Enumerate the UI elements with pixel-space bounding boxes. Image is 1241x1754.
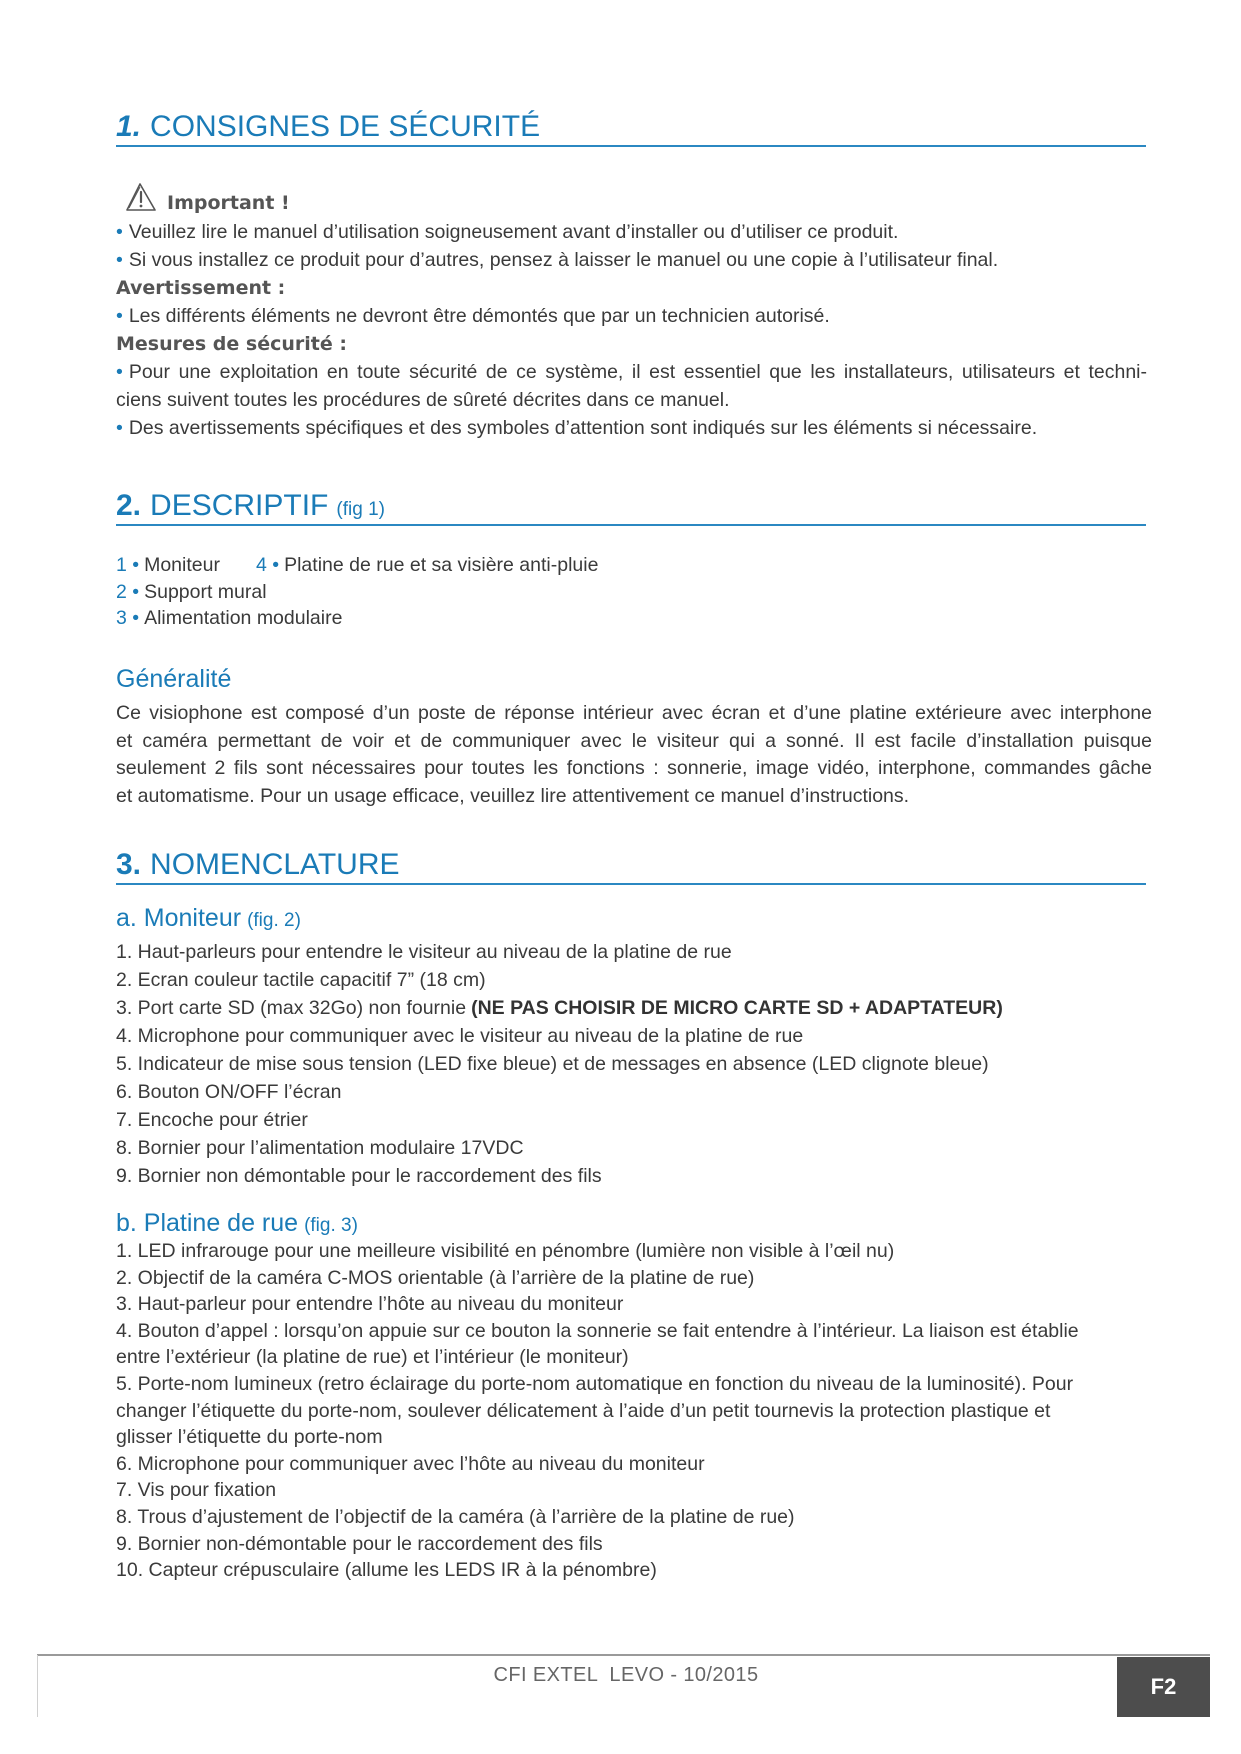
list-item: 6. Bouton ON/OFF l’écran bbox=[116, 1081, 342, 1103]
list-item bbox=[116, 218, 1147, 246]
paragraph-line: Ce visiophone est composé d’un poste de réponse intérieur avec écran et d’une platine extérieure avec interphone bbox=[116, 702, 1152, 724]
subsection-title: b. Platine de rue bbox=[116, 1209, 299, 1237]
section-title: DESCRIPTIF bbox=[150, 489, 329, 522]
item-number: 4 • bbox=[256, 554, 280, 576]
list-item bbox=[116, 246, 1147, 274]
important-label: Important ! bbox=[167, 192, 290, 214]
description-list bbox=[116, 552, 1147, 632]
list-item: 7. Encoche pour étrier bbox=[116, 1109, 308, 1131]
paragraph-line: et caméra permettant de voir et de communiquer avec le visiteur qui a sonné. Il est facile d’installation puisque bbox=[116, 729, 1152, 752]
section-number: 1. bbox=[116, 110, 142, 143]
page-number-badge bbox=[1117, 1657, 1210, 1717]
list-item-text: 3. Port carte SD (max 32Go) non fournie bbox=[116, 997, 467, 1019]
list-item bbox=[116, 414, 1147, 442]
list-row bbox=[116, 552, 1147, 579]
list-item-continuation bbox=[116, 386, 1147, 414]
item-label: Alimentation modulaire bbox=[144, 607, 343, 629]
figure-reference: (fig. 2) bbox=[247, 910, 301, 931]
list-row bbox=[116, 579, 1147, 606]
list-item: 6. Microphone pour communiquer avec l’hôte au niveau du moniteur bbox=[116, 1452, 705, 1475]
footer-divider bbox=[37, 1654, 1210, 1656]
list-item: 5. Porte-nom lumineux (retro éclairage du porte-nom automatique en fonction du niveau de la luminosité). Pour bbox=[116, 1372, 1074, 1395]
section-3-heading bbox=[116, 847, 1146, 885]
section-1-heading bbox=[116, 109, 1146, 147]
list-item: 9. Bornier non démontable pour le raccordement des fils bbox=[116, 1165, 602, 1187]
list-item-text: Les différents éléments ne devront être démontés que par un technicien autorisé. bbox=[128, 305, 830, 327]
list-item: 1. Haut-parleurs pour entendre le visiteur au niveau de la platine de rue bbox=[116, 941, 732, 963]
warning-label: Avertissement : bbox=[116, 277, 286, 299]
list-item-text: ciens suivent toutes les procédures de sûreté décrites dans ce manuel. bbox=[116, 389, 730, 411]
general-paragraph bbox=[116, 700, 1152, 810]
list-item: 1. LED infrarouge pour une meilleure visibilité en pénombre (lumière non visible à l’œil nu) bbox=[116, 1240, 895, 1262]
list-item: 8. Trous d’ajustement de l’objectif de la caméra (à l’arrière de la platine de rue) bbox=[116, 1505, 795, 1528]
safety-instructions bbox=[116, 188, 1147, 442]
item-number: 2 • bbox=[116, 580, 140, 603]
list-item bbox=[116, 994, 1176, 1022]
section-number: 2. bbox=[116, 489, 142, 522]
list-item bbox=[116, 552, 256, 579]
important-notice bbox=[116, 188, 1147, 218]
warning-triangle-icon bbox=[124, 181, 158, 213]
list-item: 5. Indicateur de mise sous tension (LED fixe bleue) et de messages en absence (LED clignote bleue) bbox=[116, 1053, 989, 1075]
figure-reference: (fig. 3) bbox=[304, 1215, 358, 1236]
list-row bbox=[116, 605, 1147, 632]
list-item-text: Pour une exploitation en toute sécurité de ce système, il est essentiel que les installateurs, utilisateurs et techni- bbox=[128, 361, 1147, 383]
list-item: 4. Microphone pour communiquer avec le visiteur au niveau de la platine de rue bbox=[116, 1025, 804, 1047]
bullet: • bbox=[116, 249, 123, 271]
monitor-title bbox=[116, 903, 301, 936]
list-item-text: Si vous installez ce produit pour d’autres, pensez à laisser le manuel ou une copie à l’utilisateur final. bbox=[128, 249, 999, 271]
bullet: • bbox=[116, 417, 123, 439]
street-panel-parts-list bbox=[116, 1238, 1176, 1584]
general-title: Généralité bbox=[116, 665, 232, 693]
item-label: Platine de rue et sa visière anti-pluie bbox=[284, 554, 599, 576]
list-item: 7. Vis pour fixation bbox=[116, 1479, 277, 1502]
list-item: 3. Haut-parleur pour entendre l’hôte au niveau du moniteur bbox=[116, 1293, 624, 1316]
list-item bbox=[256, 552, 598, 579]
warning-subheading bbox=[116, 274, 1147, 302]
list-item: 9. Bornier non-démontable pour le raccordement des fils bbox=[116, 1532, 603, 1555]
list-item bbox=[116, 358, 1147, 386]
list-item-continuation: glisser l’étiquette du porte-nom bbox=[116, 1426, 383, 1449]
monitor-parts-list bbox=[116, 938, 1176, 1190]
list-item: 4. Bouton d’appel : lorsqu’on appuie sur ce bouton la sonnerie se fait entendre à l’intérieur. La liaison est établie bbox=[116, 1319, 1079, 1342]
footer-document-reference: CFI EXTEL LEVO - 10/2015 bbox=[493, 1664, 759, 1686]
paragraph-line: et automatisme. Pour un usage efficace, veuillez lire attentivement ce manuel d’instructions. bbox=[116, 784, 910, 807]
bullet: • bbox=[116, 305, 123, 327]
list-item bbox=[116, 605, 342, 632]
bullet: • bbox=[116, 361, 123, 383]
section-title: NOMENCLATURE bbox=[150, 848, 400, 881]
item-label: Support mural bbox=[144, 580, 267, 603]
list-item bbox=[116, 579, 267, 606]
list-item bbox=[116, 302, 1147, 330]
item-label: Moniteur bbox=[144, 554, 220, 576]
list-item: 8. Bornier pour l’alimentation modulaire 17VDC bbox=[116, 1137, 524, 1159]
list-item: 10. Capteur crépusculaire (allume les LEDS IR à la pénombre) bbox=[116, 1559, 657, 1582]
street-panel-title bbox=[116, 1208, 358, 1241]
list-item-warning: (NE PAS CHOISIR DE MICRO CARTE SD + ADAPTATEUR) bbox=[471, 997, 1003, 1019]
paragraph-line: seulement 2 fils sont nécessaires pour toutes les fonctions : sonnerie, image vidéo, interphone, commandes gâche bbox=[116, 757, 1152, 780]
subsection-title: a. Moniteur bbox=[116, 904, 242, 932]
bullet: • bbox=[116, 221, 123, 243]
item-number: 1 • bbox=[116, 554, 140, 576]
safety-label: Mesures de sécurité : bbox=[116, 333, 347, 355]
item-number: 3 • bbox=[116, 607, 140, 629]
list-item: 2. Ecran couleur tactile capacitif 7” (18 cm) bbox=[116, 969, 486, 991]
list-item-continuation: changer l’étiquette du porte-nom, soulever délicatement à l’aide d’un petit tournevis la protection plastique et bbox=[116, 1399, 1051, 1422]
footer-left-border bbox=[37, 1655, 38, 1717]
list-item-text: Des avertissements spécifiques et des symboles d’attention sont indiqués sur les éléments si nécessaire. bbox=[128, 417, 1038, 439]
list-item: 2. Objectif de la caméra C-MOS orientable (à l’arrière de la platine de rue) bbox=[116, 1266, 755, 1289]
safety-subheading bbox=[116, 330, 1147, 358]
section-2-heading bbox=[116, 488, 1146, 526]
list-item-text: Veuillez lire le manuel d’utilisation soigneusement avant d’installer ou d’utiliser ce produit. bbox=[128, 221, 899, 243]
figure-reference: (fig 1) bbox=[336, 499, 385, 520]
list-item-continuation: entre l’extérieur (la platine de rue) et l’intérieur (le moniteur) bbox=[116, 1346, 629, 1369]
section-title: CONSIGNES DE SÉCURITÉ bbox=[150, 110, 541, 143]
page-number: F2 bbox=[1150, 1674, 1177, 1699]
section-number: 3. bbox=[116, 848, 142, 881]
